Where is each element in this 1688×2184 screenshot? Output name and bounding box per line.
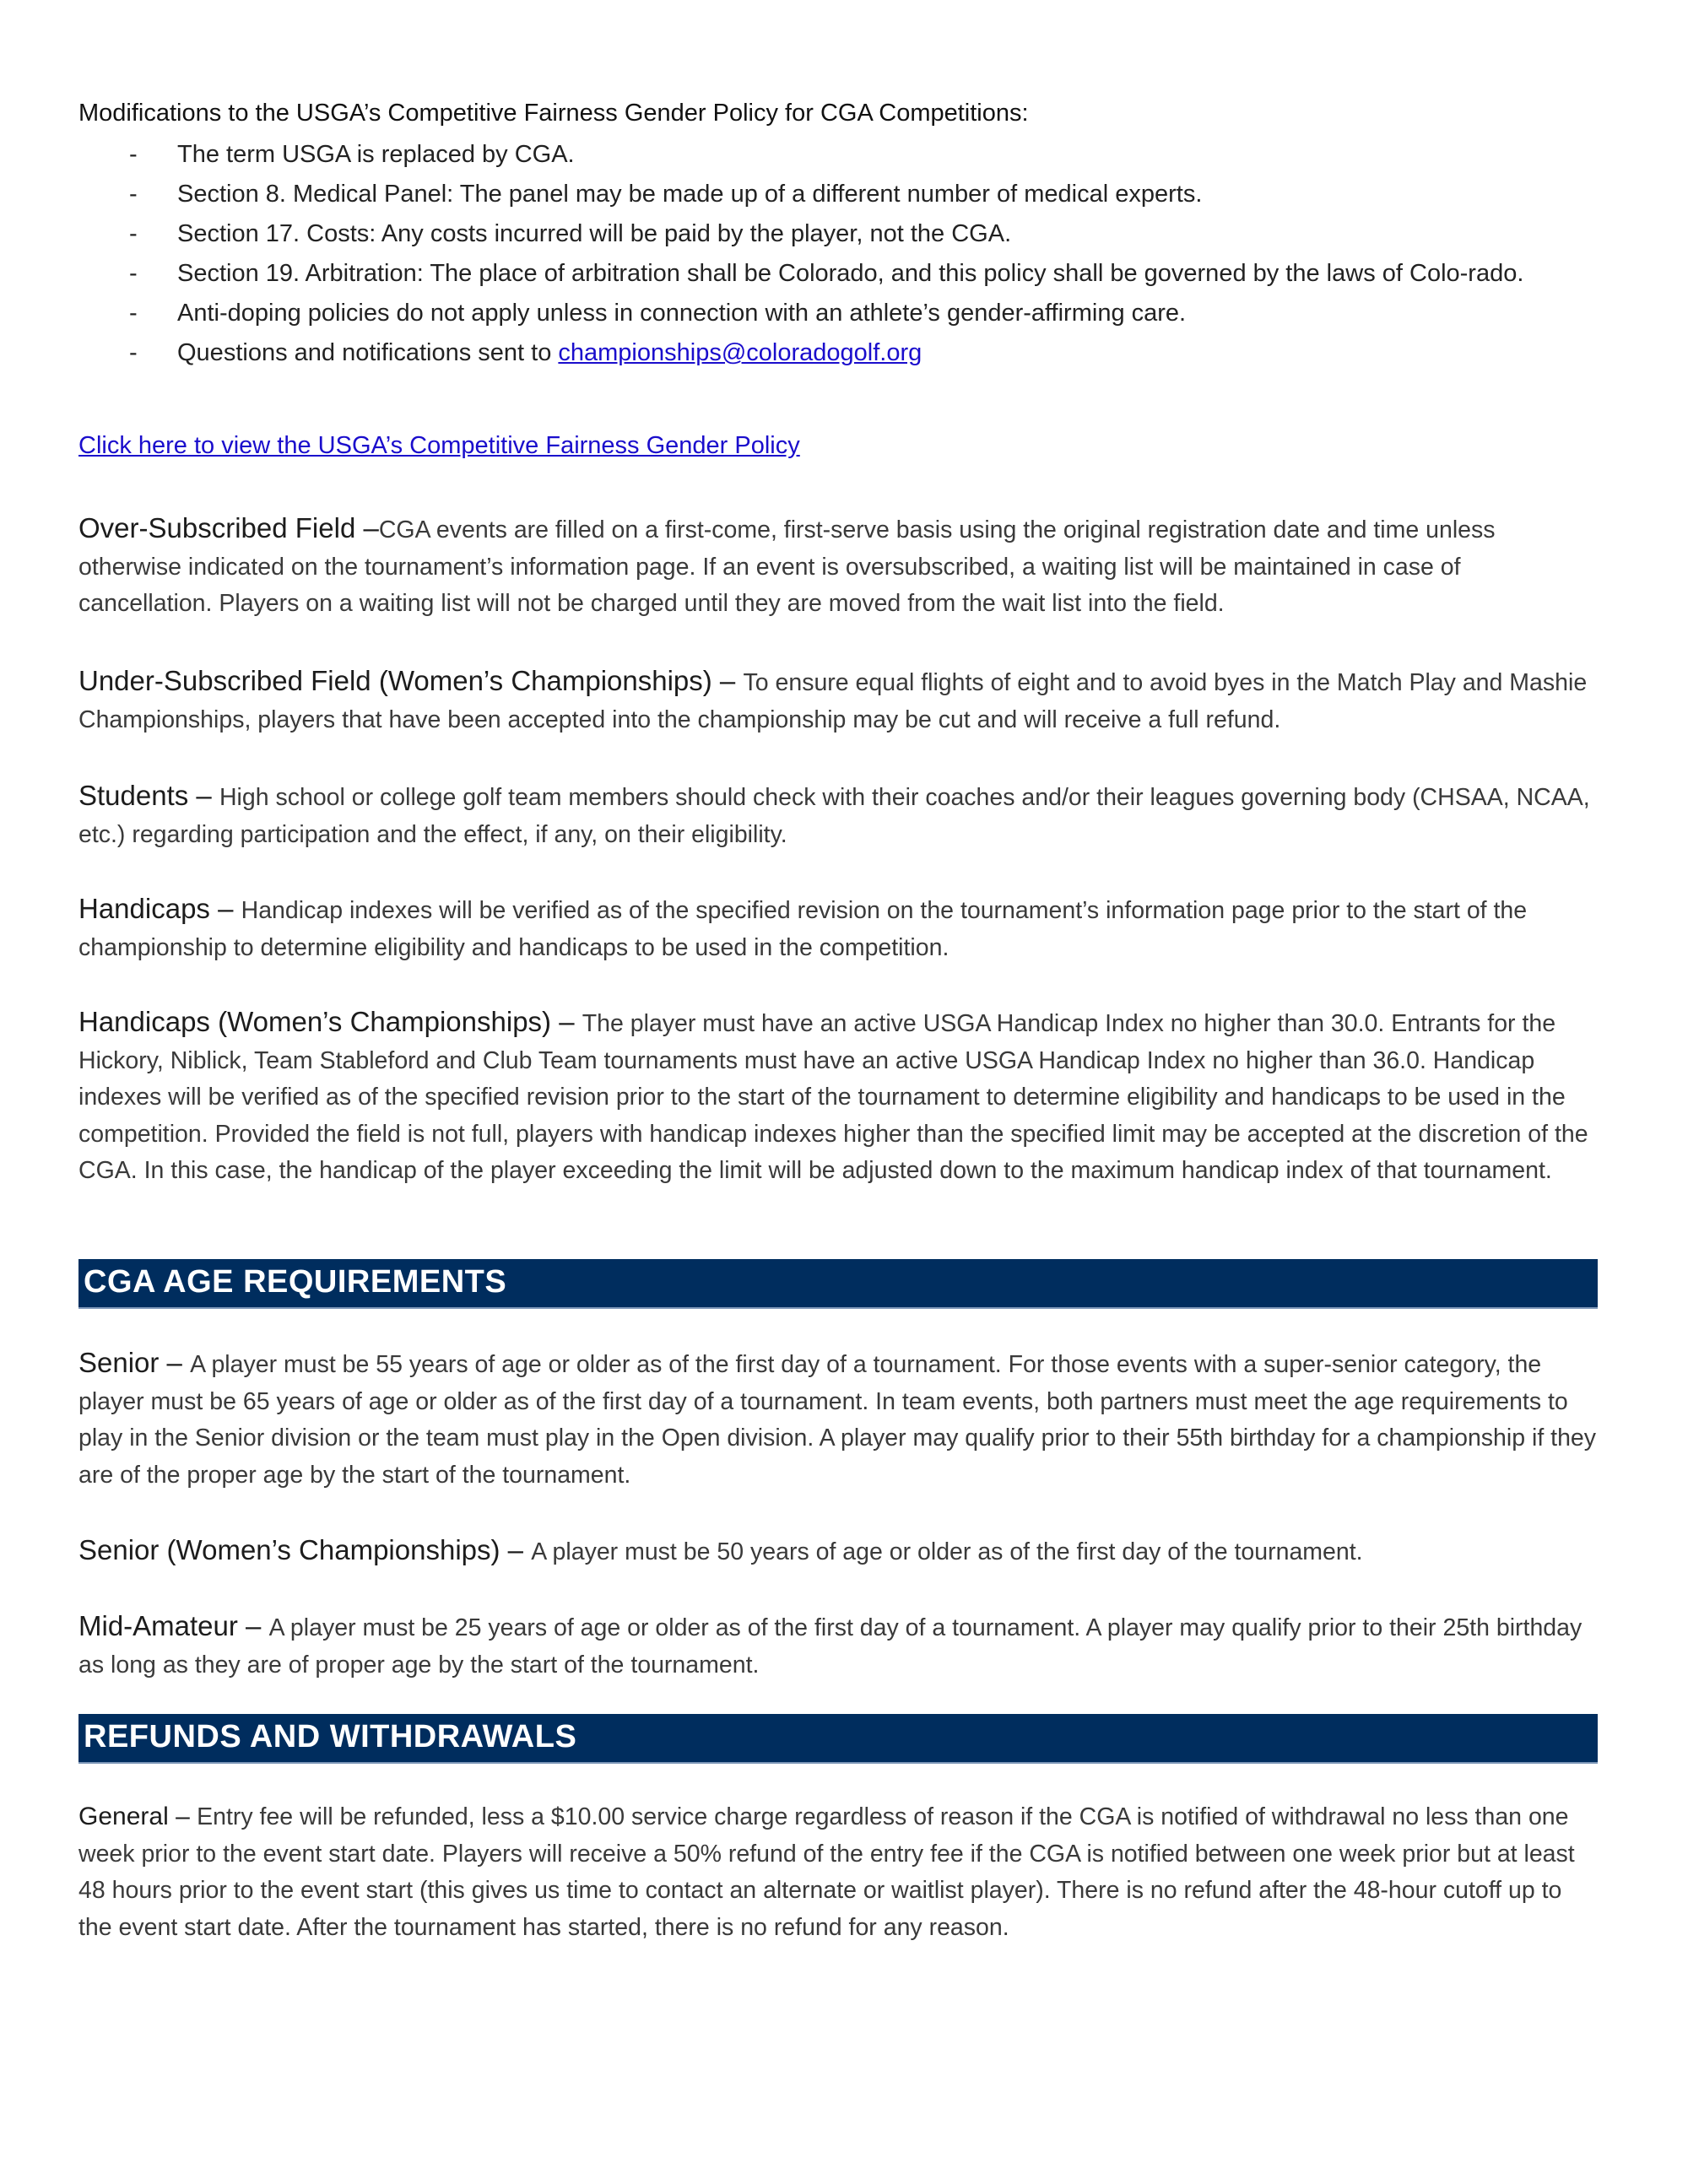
paragraph-text: The player must have an active USGA Handicap Index no higher than 30.0. Entrants for the Hickory, Niblick, Team Stableford and Club Team tournaments must have an active USGA Handicap Index no higher than 36.0. Handicap indexes will be verified as of the specified revision prior to the start of the tournament to determine eligibility and handicaps to be used in the competition. Provided the field is not full, players with handicap indexes higher than the specified limit may be accepted at the discretion of the CGA. In this case, the handicap of the player exceeding the limit will be adjusted down to the maximum handicap index of that tournament.: [78, 1010, 1588, 1184]
age-requirements-header: [78, 1259, 1598, 1309]
section-heading: REFUNDS AND WITHDRAWALS: [84, 1719, 577, 1754]
senior-paragraph: [78, 1344, 1598, 1494]
list-item: [78, 175, 1598, 214]
bullet-dash: -: [129, 220, 138, 247]
bullet-dash: -: [129, 260, 138, 287]
paragraph-lead: Mid-Amateur –: [78, 1610, 269, 1641]
list-item-text: Section 8. Medical Panel: The panel may be made up of a different number of medical experts.: [177, 181, 1203, 208]
paragraph-text: A player must be 55 years of age or older as of the first day of a tournament. For those events with a super-senior category, the player must be 65 years of age or older as of the first day of a tournament. In team events, both partners must meet the age requirements to play in the Senior division or the team must play in the Open division. A player may qualify prior to their 55th birthday for a championship if they are of the proper age by the start of the tournament.: [78, 1351, 1597, 1489]
paragraph-lead: Senior –: [78, 1347, 191, 1378]
refunds-withdrawals-header: [78, 1714, 1598, 1764]
paragraph-lead: Over-Subscribed Field –: [78, 512, 379, 543]
bullet-dash: -: [129, 300, 138, 327]
senior-women-paragraph: [78, 1532, 1598, 1571]
paragraph-lead: Handicaps –: [78, 893, 241, 924]
list-item: [78, 214, 1598, 254]
paragraph-lead: Handicaps (Women’s Championships) –: [78, 1006, 582, 1037]
paragraph-text: A player must be 50 years of age or older as of the first day of the tournament.: [531, 1538, 1363, 1565]
list-item: [78, 135, 1598, 175]
section-heading: CGA AGE REQUIREMENTS: [84, 1264, 507, 1300]
list-item-text: The term USGA is replaced by CGA.: [177, 141, 575, 168]
paragraph-text: Entry fee will be refunded, less a $10.00 service charge regardless of reason if the CGA is notified of withdrawal no less than one week prior to the event start date. Players will receive a 50% refund of the entry fee if the CGA is notified between one week prior but at least 48 hours prior to the event start (this gives us time to contact an alternate or waitlist player). There is no refund after the 48-hour cutoff up to the event start date. After the tournament has started, there is no refund for any reason.: [78, 1803, 1575, 1941]
list-item-text: Anti-doping policies do not apply unless in connection with an athlete’s gender-affirming care.: [177, 300, 1187, 327]
list-item-text: Section 17. Costs: Any costs incurred will be paid by the player, not the CGA.: [177, 220, 1012, 247]
paragraph-text: High school or college golf team members should check with their coaches and/or their leagues governing body (CHSAA, NCAA, etc.) regarding participation and the effect, if any, on their eligibility.: [78, 784, 1590, 848]
bullet-dash: -: [129, 339, 138, 366]
list-item: [78, 254, 1598, 294]
modifications-title: Modifications to the USGA’s Competitive Fairness Gender Policy for CGA Competitions:: [78, 100, 1029, 127]
paragraph-text: Handicap indexes will be verified as of the specified revision on the tournament’s information page prior to the start of the championship to determine eligibility and handicaps to be used in the competition.: [78, 897, 1528, 961]
bullet-dash: -: [129, 141, 138, 168]
paragraph-lead: Under-Subscribed Field (Women’s Championships) –: [78, 665, 744, 696]
general-refund-paragraph: [78, 1798, 1598, 1946]
handicaps-women-paragraph: [78, 1003, 1598, 1190]
paragraph-text: A player must be 25 years of age or older as of the first day of a tournament. A player may qualify prior to their 25th birthday as long as they are of proper age by the start of the tournament.: [78, 1614, 1582, 1679]
paragraph-text: CGA events are filled on a first-come, first-serve basis using the original registration date and time unless otherwise indicated on the tournament’s information page. If an event is oversubscribed, a waiting list will be maintained in case of cancellation. Players on a waiting list will not be charged until they are moved from the wait list into the field.: [78, 516, 1496, 617]
paragraph-lead: Students –: [78, 780, 219, 811]
over-subscribed-paragraph: [78, 510, 1598, 623]
under-subscribed-paragraph: [78, 662, 1598, 738]
list-item: [78, 333, 1598, 373]
list-item-text: Questions and notifications sent to: [177, 339, 559, 366]
list-item: [78, 294, 1598, 333]
mid-amateur-paragraph: [78, 1608, 1598, 1684]
usga-policy-link[interactable]: Click here to view the USGA’s Competitive Fairness Gender Policy: [78, 432, 800, 459]
handicaps-paragraph: [78, 890, 1598, 966]
paragraph-lead: Senior (Women’s Championships) –: [78, 1534, 532, 1565]
paragraph-text: To ensure equal flights of eight and to avoid byes in the Match Play and Mashie Championships, players that have been accepted into the championship may be cut and will receive a full refund.: [78, 669, 1588, 733]
paragraph-lead: General –: [78, 1803, 197, 1830]
students-paragraph: [78, 777, 1598, 853]
list-item-text: Section 19. Arbitration: The place of arbitration shall be Colorado, and this policy shall be governed by the laws of Colo-rado.: [177, 260, 1524, 287]
modifications-list: [78, 135, 1598, 373]
email-link[interactable]: championships@coloradogolf.org: [558, 339, 922, 366]
bullet-dash: -: [129, 181, 138, 208]
